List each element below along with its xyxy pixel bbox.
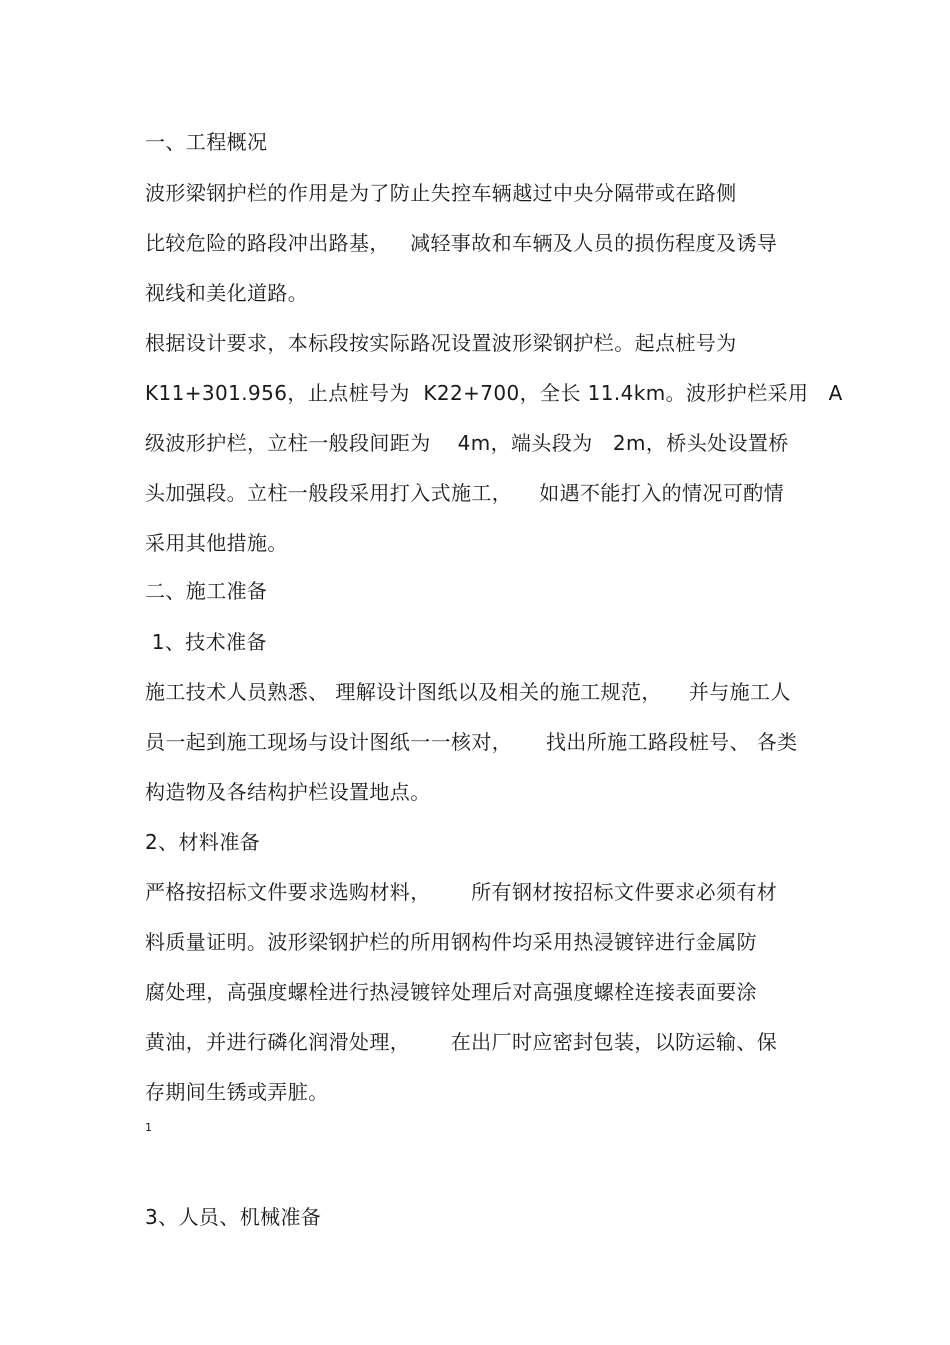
section-heading-overview: 一、工程概况 (145, 130, 268, 154)
paragraph-line: 构造物及各结构护栏设置地点。 (145, 780, 431, 804)
paragraph-line: 腐处理，高强度螺栓进行热浸镀锌处理后对高强度螺栓连接表面要涂 (145, 980, 757, 1004)
paragraph-line: 存期间生锈或弄脏。 (145, 1080, 329, 1104)
section-heading-preparation: 二、施工准备 (145, 579, 268, 603)
paragraph-line: 员一起到施工现场与设计图纸一一核对， 找出所施工路段桩号、 各类 (145, 730, 798, 754)
paragraph-line: 比较危险的路段冲出路基， 减轻事故和车辆及人员的损伤程度及诱导 (145, 231, 778, 255)
paragraph-line: 头加强段。立柱一般段采用打入式施工， 如遇不能打入的情况可酌情 (145, 481, 785, 505)
page-number: 1 (145, 1121, 152, 1134)
subsection-heading-materials: 2、材料准备 (145, 830, 261, 854)
subsection-heading-technical: 1、技术准备 (145, 630, 267, 654)
paragraph-line: 级波形护栏，立柱一般段间距为 4m，端头段为 2m，桥头处设置桥 (145, 431, 789, 455)
paragraph-line: 施工技术人员熟悉、 理解设计图纸以及相关的施工规范， 并与施工人 (145, 680, 791, 704)
paragraph-line: 视线和美化道路。 (145, 281, 309, 305)
paragraph-line: K11+301.956，止点桩号为 K22+700，全长 11.4km。波形护栏采用 A (145, 381, 843, 405)
subsection-heading-personnel: 3、人员、机械准备 (145, 1205, 322, 1229)
paragraph-line: 根据设计要求，本标段按实际路况设置波形梁钢护栏。起点桩号为 (145, 331, 737, 355)
paragraph-line: 料质量证明。波形梁钢护栏的所用钢构件均采用热浸镀锌进行金属防 (145, 930, 757, 954)
paragraph-line: 采用其他措施。 (145, 531, 288, 555)
paragraph-line: 严格按招标文件要求选购材料， 所有钢材按招标文件要求必须有材 (145, 880, 778, 904)
paragraph-line: 波形梁钢护栏的作用是为了防止失控车辆越过中央分隔带或在路侧 (145, 181, 737, 205)
paragraph-line: 黄油，并进行磷化润滑处理， 在出厂时应密封包装，以防运输、保 (145, 1030, 778, 1054)
